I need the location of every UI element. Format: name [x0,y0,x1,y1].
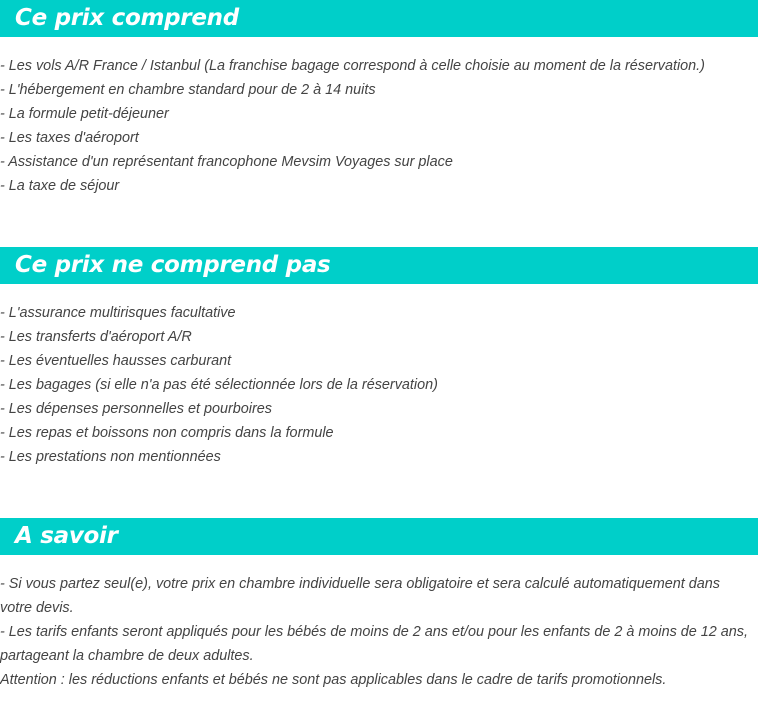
list-item: - Les bagages (si elle n'a pas été sélectionnée lors de la réservation) [0,377,438,393]
info-paragraph: Attention : les réductions enfants et bébés ne sont pas applicables dans le cadre de tarifs promotionnels. [0,672,667,688]
section-title-includes: Ce prix comprend [15,5,239,31]
list-item: - Les taxes d'aéroport [0,130,139,146]
excludes-list [0,284,758,469]
list-item: - Les vols A/R France / Istanbul (La franchise bagage correspond à celle choisie au moment de la réservation.) [0,58,705,74]
list-item: - La formule petit-déjeuner [0,106,169,122]
section-title-excludes: Ce prix ne comprend pas [15,252,331,278]
section-header-info [0,518,758,555]
includes-list [0,37,758,198]
list-item: - L'assurance multirisques facultative [0,305,236,321]
info-paragraphs [0,555,758,692]
list-item: - Les éventuelles hausses carburant [0,353,232,369]
section-header-excludes [0,247,758,284]
list-item: - Assistance d'un représentant francophone Mevsim Voyages sur place [0,154,453,170]
section-price-excludes [0,247,758,469]
list-item: - Les prestations non mentionnées [0,449,221,465]
info-paragraph: - Les tarifs enfants seront appliqués pour les bébés de moins de 2 ans et/ou pour les enfants de 2 à moins de 12 ans, partageant la chambre de deux adultes. [0,624,748,664]
list-item: - Les dépenses personnelles et pourboires [0,401,272,417]
list-item: - Les repas et boissons non compris dans la formule [0,425,334,441]
list-item: - Les transferts d'aéroport A/R [0,329,192,345]
list-item: - La taxe de séjour [0,178,120,194]
section-price-includes [0,0,758,198]
info-paragraph: - Si vous partez seul(e), votre prix en chambre individuelle sera obligatoire et sera calculé automatiquement dans votre devis. [0,576,720,616]
section-header-includes [0,0,758,37]
section-title-info: A savoir [15,523,118,549]
section-good-to-know [0,518,758,692]
list-item: - L'hébergement en chambre standard pour de 2 à 14 nuits [0,82,376,98]
